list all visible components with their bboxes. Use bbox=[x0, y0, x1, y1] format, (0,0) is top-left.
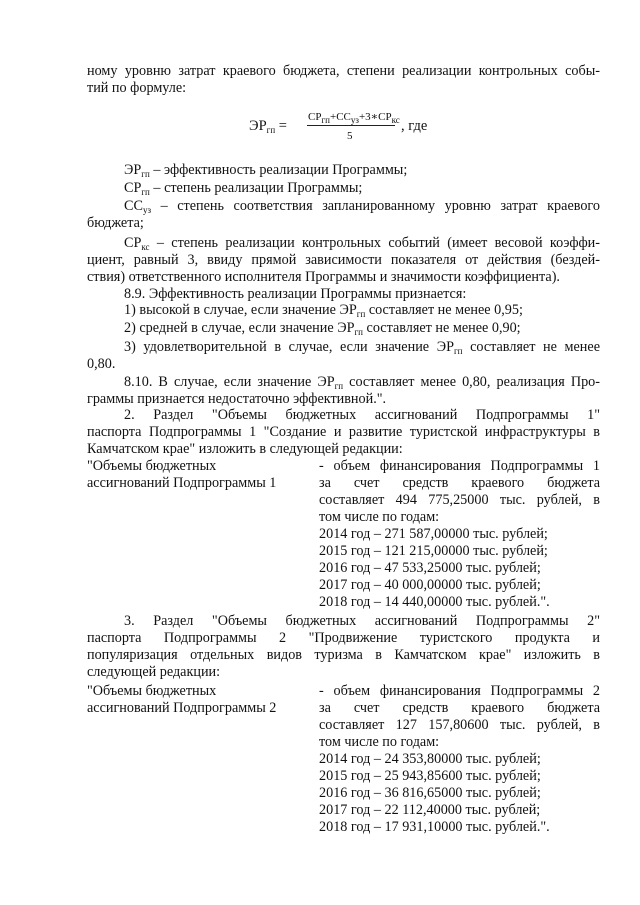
section3-right-4: том числе по годам: bbox=[319, 734, 440, 750]
section3-left-2: ассигнований Подпрограммы 2 bbox=[87, 700, 277, 716]
definition-srks-cont1: циент, равный 3, ввиду прямой зависимости показателя от действия (бездей- bbox=[87, 252, 600, 268]
section2-right-4: том числе по годам: bbox=[319, 509, 440, 525]
section3-year-2014: 2014 год – 24 353,80000 тыс. рублей; bbox=[319, 751, 541, 767]
section2-left-1: "Объемы бюджетных bbox=[87, 458, 217, 474]
section2-right-1: - объем финансирования Подпрограммы 1 bbox=[319, 458, 600, 474]
p810-line-1: 8.10. В случае, если значение $ЭР_{гп}$ составляет менее 0,80, реализация Про- bbox=[124, 374, 600, 391]
formula-lhs: $ЭР_{гп}$ = bbox=[249, 118, 287, 135]
definition-srks: $СР_{кс}$ – степень реализации контрольных событий (имеет весовой коэффи- bbox=[124, 235, 600, 252]
section3-left-1: "Объемы бюджетных bbox=[87, 683, 217, 699]
section2-right-2: за счет средств краевого бюджета bbox=[319, 475, 600, 491]
section2-year-2015: 2015 год – 121 215,00000 тыс. рублей; bbox=[319, 543, 548, 559]
section3-right-3: составляет 127 157,80600 тыс. рублей, в bbox=[319, 717, 600, 733]
definition-cc: $СС_{уз}$ – степень соответствия запланированному уровню затрат краевого bbox=[124, 198, 600, 215]
section2-year-2018: 2018 год – 14 440,00000 тыс. рублей.". bbox=[319, 594, 550, 610]
section2-left-2: ассигнований Подпрограммы 1 bbox=[87, 475, 277, 491]
section2-year-2017: 2017 год – 40 000,00000 тыс. рублей; bbox=[319, 577, 541, 593]
section3-line-1: 3. Раздел "Объемы бюджетных ассигнований Подпрограммы 2" bbox=[124, 613, 600, 629]
section3-year-2017: 2017 год – 22 112,40000 тыс. рублей; bbox=[319, 802, 541, 818]
p89-title: 8.9. Эффективность реализации Программы признается: bbox=[124, 286, 467, 302]
definition-er: $ЭР_{гп}$ – эффективность реализации Программы; bbox=[124, 162, 408, 179]
p89-item-2: 2) средней в случае, если значение $ЭР_{гп}$ составляет не менее 0,90; bbox=[124, 320, 521, 337]
formula-denominator: 5 bbox=[347, 130, 353, 142]
section2-right-3: составляет 494 775,25000 тыс. рублей, в bbox=[319, 492, 600, 508]
fraction-bar bbox=[307, 125, 395, 126]
section3-line-2: паспорта Подпрограммы 2 "Продвижение туристского продукта и bbox=[87, 630, 600, 646]
section3-year-2016: 2016 год – 36 816,65000 тыс. рублей; bbox=[319, 785, 541, 801]
section2-line-3: Камчатском крае" изложить в следующей редакции: bbox=[87, 441, 403, 457]
section3-year-2015: 2015 год – 25 943,85600 тыс. рублей; bbox=[319, 768, 541, 784]
section2-year-2016: 2016 год – 47 533,25000 тыс. рублей; bbox=[319, 560, 541, 576]
section3-year-2018: 2018 год – 17 931,10000 тыс. рублей.". bbox=[319, 819, 550, 835]
definition-cc-cont: бюджета; bbox=[87, 215, 144, 231]
intro-line-2: тий по формуле: bbox=[87, 80, 187, 96]
p89-item-3-cont: 0,80. bbox=[87, 356, 116, 372]
formula-suffix: , где bbox=[401, 118, 428, 134]
section2-year-2014: 2014 год – 271 587,00000 тыс. рублей; bbox=[319, 526, 548, 542]
section3-right-1: - объем финансирования Подпрограммы 2 bbox=[319, 683, 600, 699]
section3-line-4: следующей редакции: bbox=[87, 664, 221, 680]
intro-line-1: ному уровню затрат краевого бюджета, степени реализации контрольных собы- bbox=[87, 63, 600, 79]
p89-item-1: 1) высокой в случае, если значение $ЭР_{гп}$ составляет не менее 0,95; bbox=[124, 302, 523, 319]
section2-line-2: паспорта Подпрограммы 1 "Создание и развитие туристской инфраструктуры в bbox=[87, 424, 600, 440]
section2-line-1: 2. Раздел "Объемы бюджетных ассигнований Подпрограммы 1" bbox=[124, 407, 600, 423]
p810-line-2: граммы признается недостаточно эффективной.". bbox=[87, 391, 387, 407]
section3-right-2: за счет средств краевого бюджета bbox=[319, 700, 600, 716]
p89-item-3: 3) удовлетворительной в случае, если значение $ЭР_{гп}$ составляет не менее bbox=[124, 339, 600, 356]
definition-sr: $СР_{гп}$ – степень реализации Программы; bbox=[124, 180, 363, 197]
formula-numerator: $СР_{гп}+СС_{уз}+3∗СР_{кс}$ bbox=[308, 111, 400, 125]
section3-line-3: популяризация отдельных видов туризма в Камчатском крае" изложить в bbox=[87, 647, 600, 663]
definition-srks-cont2: ствия) ответственного исполнителя Программы и значимости коэффициента). bbox=[87, 269, 560, 285]
